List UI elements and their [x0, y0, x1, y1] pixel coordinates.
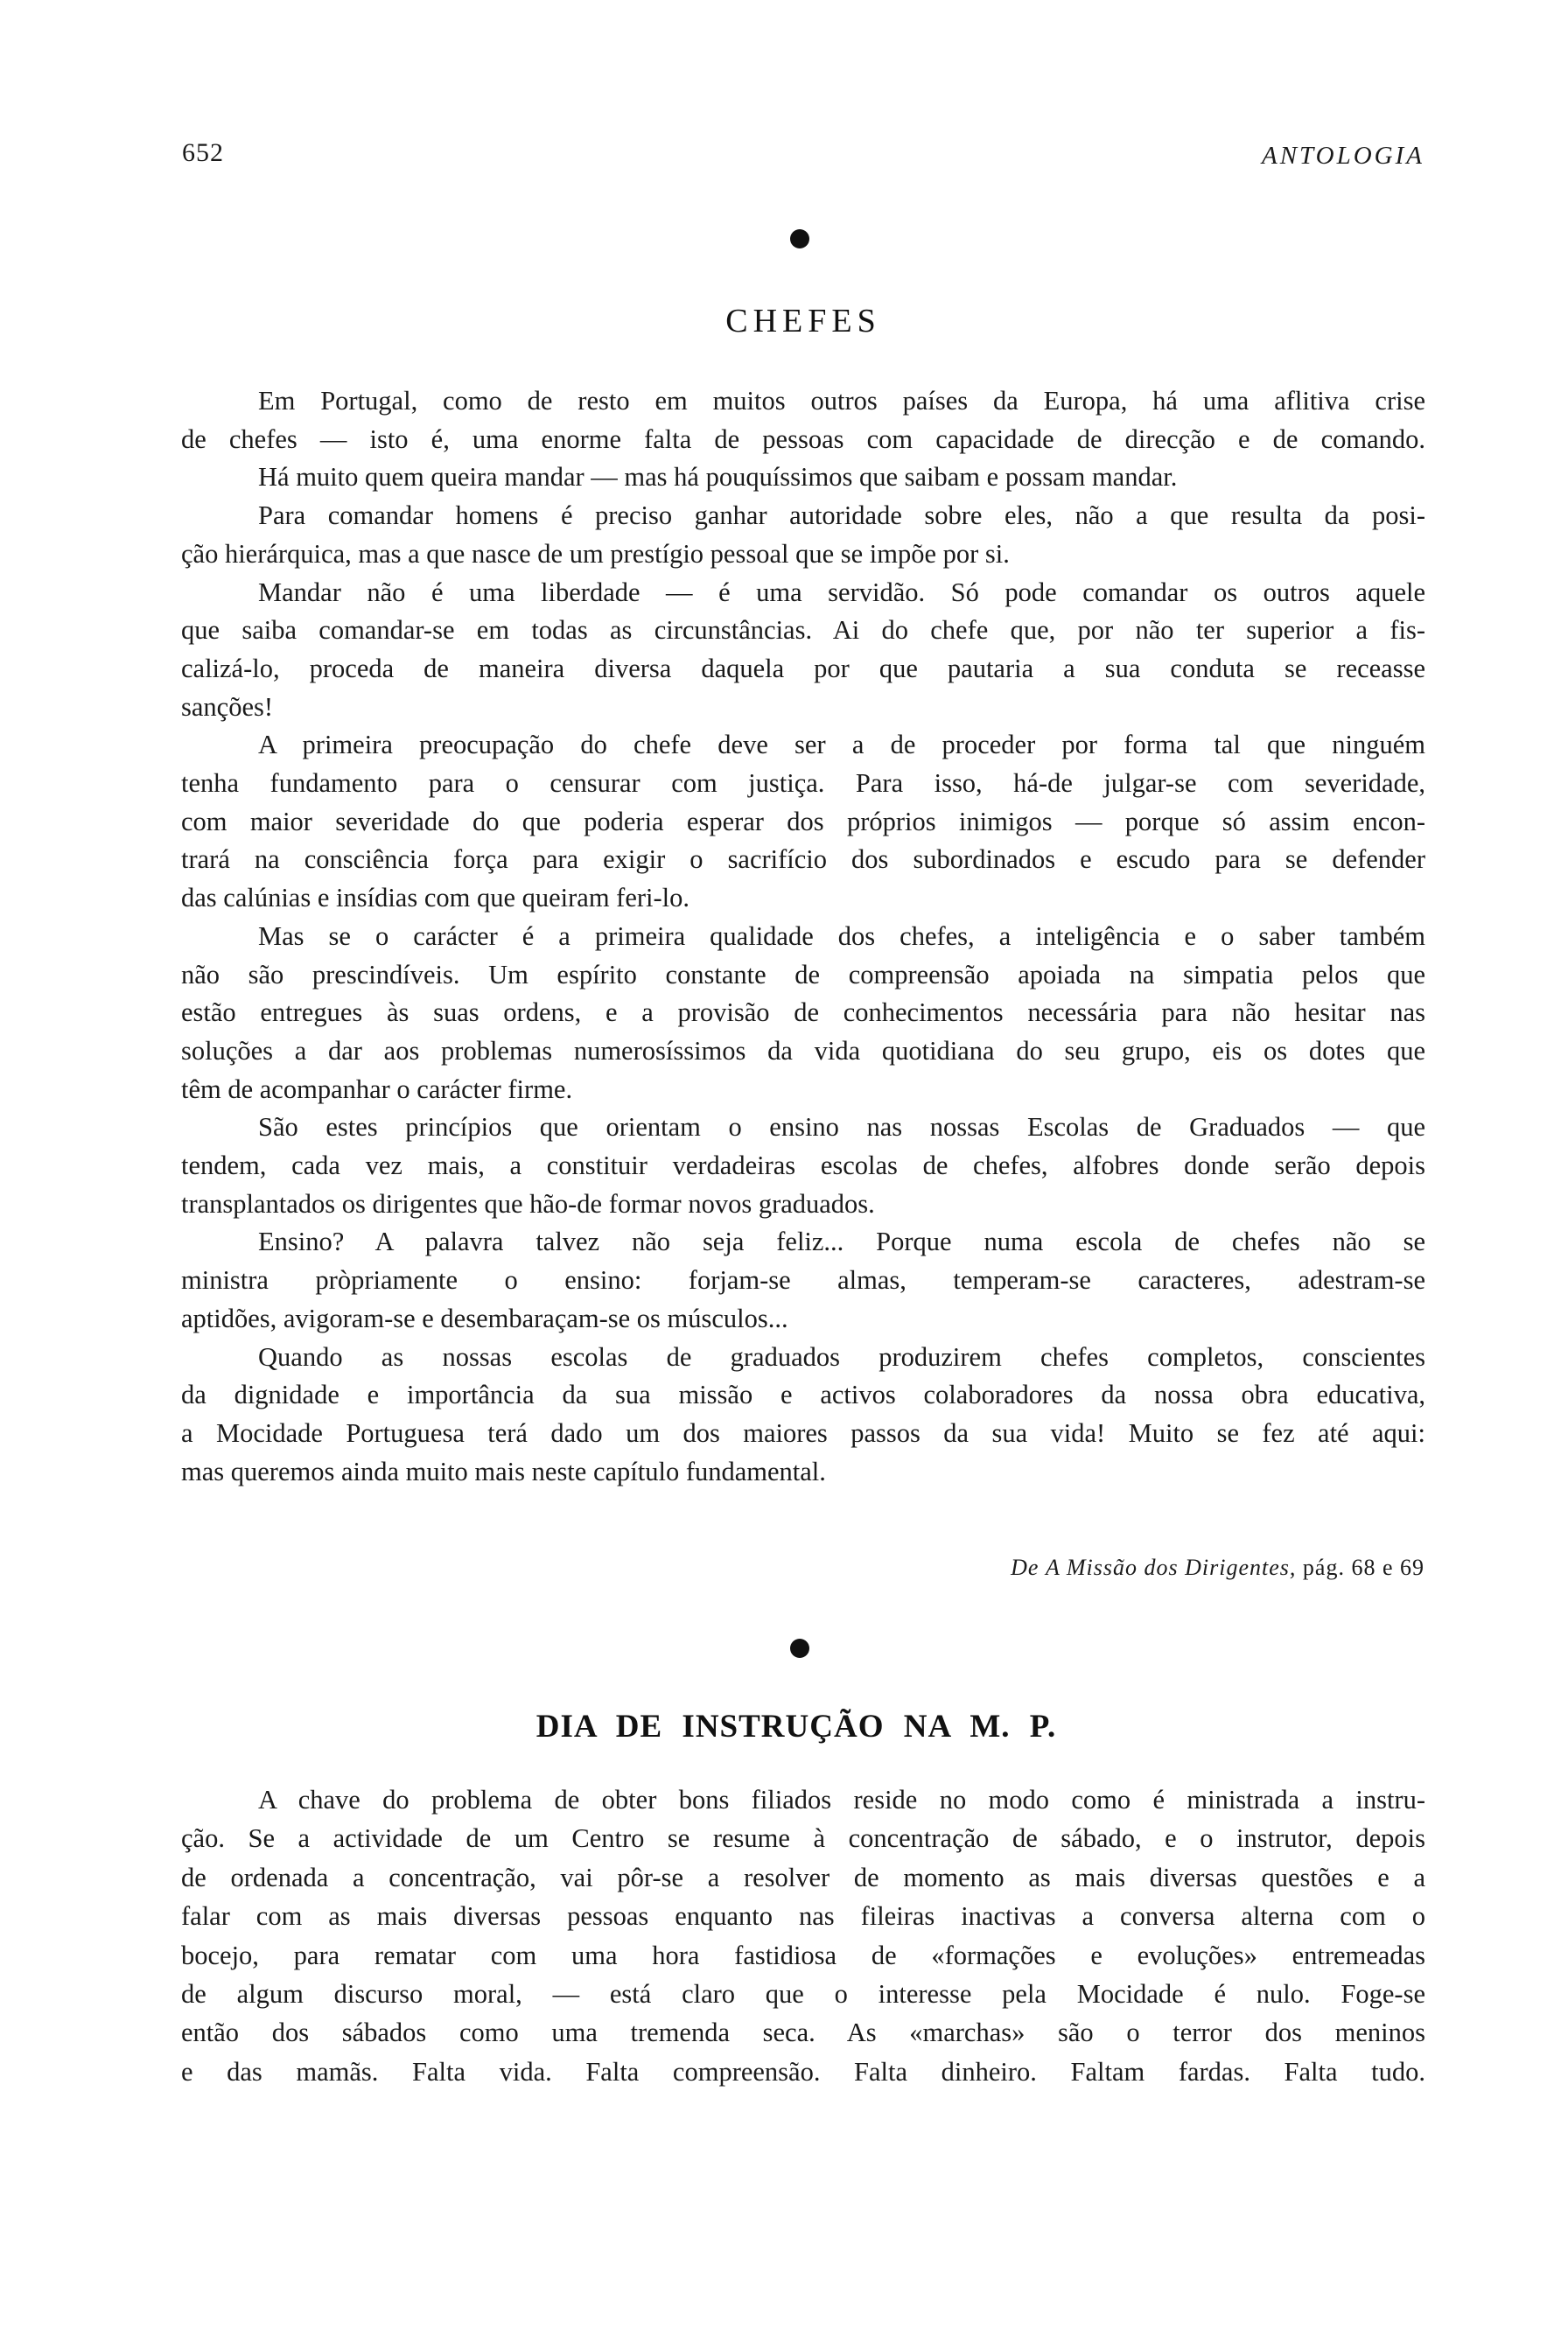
body-line: das calúnias e insídias com que queiram feri-lo.	[181, 883, 690, 913]
body-line: têm de acompanhar o carácter firme.	[181, 1074, 573, 1104]
body-line: então dos sábados como uma tremenda seca. As «marchas» são o terror dos meninos	[181, 2018, 1425, 2048]
body-line: da dignidade e importância da sua missão e activos colaboradores da nossa obra educativa,	[181, 1380, 1425, 1410]
running-title: ANTOLOGIA	[1262, 142, 1424, 170]
body-line: de chefes — isto é, uma enorme falta de pessoas com capacidade de direcção e de comando.	[181, 423, 1425, 454]
body-line: Ensino? A palavra talvez não seja feliz... Porque numa escola de chefes não se	[258, 1227, 1425, 1257]
section-bullet-icon	[790, 1639, 809, 1658]
body-line: que saiba comandar-se em todas as circunstâncias. Ai do chefe que, por não ter superior a fis-	[181, 615, 1425, 646]
body-line: sanções!	[181, 691, 274, 722]
body-line: falar com as mais diversas pessoas enquanto nas fileiras inactivas a conversa alterna com o	[181, 1901, 1425, 1932]
body-line: transplantados os dirigentes que hão-de formar novos graduados.	[181, 1188, 875, 1219]
body-line: ção hierárquica, mas a que nasce de um prestígio pessoal que se impõe por si.	[181, 538, 1010, 569]
body-line: tenha fundamento para o censurar com justiça. Para isso, há-de julgar-se com severidade,	[181, 768, 1425, 798]
body-line: Quando as nossas escolas de graduados produzirem chefes completos, conscientes	[258, 1341, 1425, 1372]
body-line: A primeira preocupação do chefe deve ser a de proceder por forma tal que ninguém	[258, 730, 1425, 760]
page-number: 652	[182, 138, 224, 167]
body-line: Há muito quem queira mandar — mas há pouquíssimos que saibam e possam mandar.	[258, 462, 1178, 493]
running-header	[182, 138, 1424, 182]
body-line: ministra pròpriamente o ensino: forjam-se almas, temperam-se caracteres, adestram-se	[181, 1265, 1425, 1296]
source-pages: pág. 68 e 69	[1302, 1555, 1424, 1580]
body-line: Mas se o carácter é a primeira qualidade dos chefes, a inteligência e o saber também	[258, 920, 1425, 951]
body-line: trará na consciência força para exigir o sacrifício dos subordinados e escudo para se defender	[181, 844, 1425, 875]
body-line: soluções a dar aos problemas numerosíssimos da vida quotidiana do seu grupo, eis os dotes que	[181, 1035, 1425, 1066]
body-line: com maior severidade do que poderia esperar dos próprios inimigos — porque só assim encon-	[181, 806, 1425, 836]
body-line: calizá-lo, proceda de maneira diversa daquela por que pautaria a sua conduta se receasse	[181, 653, 1425, 683]
body-line: A chave do problema de obter bons filiados reside no modo como é ministrada a instru-	[258, 1785, 1425, 1815]
source-work-title: A Missão dos Dirigentes,	[1045, 1555, 1297, 1580]
body-line: de ordenada a concentração, vai pôr-se a resolver de momento as mais diversas questões e a	[181, 1862, 1425, 1892]
body-line: a Mocidade Portuguesa terá dado um dos maiores passos da sua vida! Muito se fez até aqui:	[181, 1417, 1425, 1448]
section-title-chefes: CHEFES	[725, 303, 881, 339]
body-line: de algum discurso moral, — está claro que o interesse pela Mocidade é nulo. Foge-se	[181, 1979, 1425, 2009]
body-line: tendem, cada vez mais, a constituir verdadeiras escolas de chefes, alfobres donde serão depois	[181, 1151, 1425, 1180]
body-line: bocejo, para rematar com uma hora fastidiosa de «formações e evoluções» entremeadas	[181, 1940, 1425, 1970]
body-line: mas queremos ainda muito mais neste capítulo fundamental.	[181, 1456, 826, 1486]
body-line: e das mamãs. Falta vida. Falta compreensão. Falta dinheiro. Faltam fardas. Falta tudo.	[181, 2056, 1425, 2087]
section-bullet-icon	[790, 229, 809, 248]
source-citation	[1011, 1555, 1424, 1581]
body-line: ção. Se a actividade de um Centro se resume à concentração de sábado, e o instrutor, depois	[181, 1823, 1425, 1854]
body-line: Em Portugal, como de resto em muitos outros países da Europa, há uma aflitiva crise	[258, 386, 1425, 416]
body-line: não são prescindíveis. Um espírito constante de compreensão apoiada na simpatia pelos que	[181, 959, 1425, 990]
section-title-dia-de-instrucao: DIA DE INSTRUÇÃO NA M. P.	[536, 1709, 1057, 1745]
body-line: Para comandar homens é preciso ganhar autoridade sobre eles, não a que resulta da posi-	[258, 500, 1425, 531]
body-line: estão entregues às suas ordens, e a provisão de conhecimentos necessária para não hesitar nas	[181, 997, 1425, 1028]
source-prefix: De	[1011, 1555, 1040, 1580]
body-line: Mandar não é uma liberdade — é uma servidão. Só pode comandar os outros aquele	[258, 577, 1425, 607]
body-line: São estes princípios que orientam o ensino nas nossas Escolas de Graduados — que	[258, 1112, 1425, 1143]
body-line: aptidões, avigoram-se e desembaraçam-se os músculos...	[181, 1303, 788, 1333]
